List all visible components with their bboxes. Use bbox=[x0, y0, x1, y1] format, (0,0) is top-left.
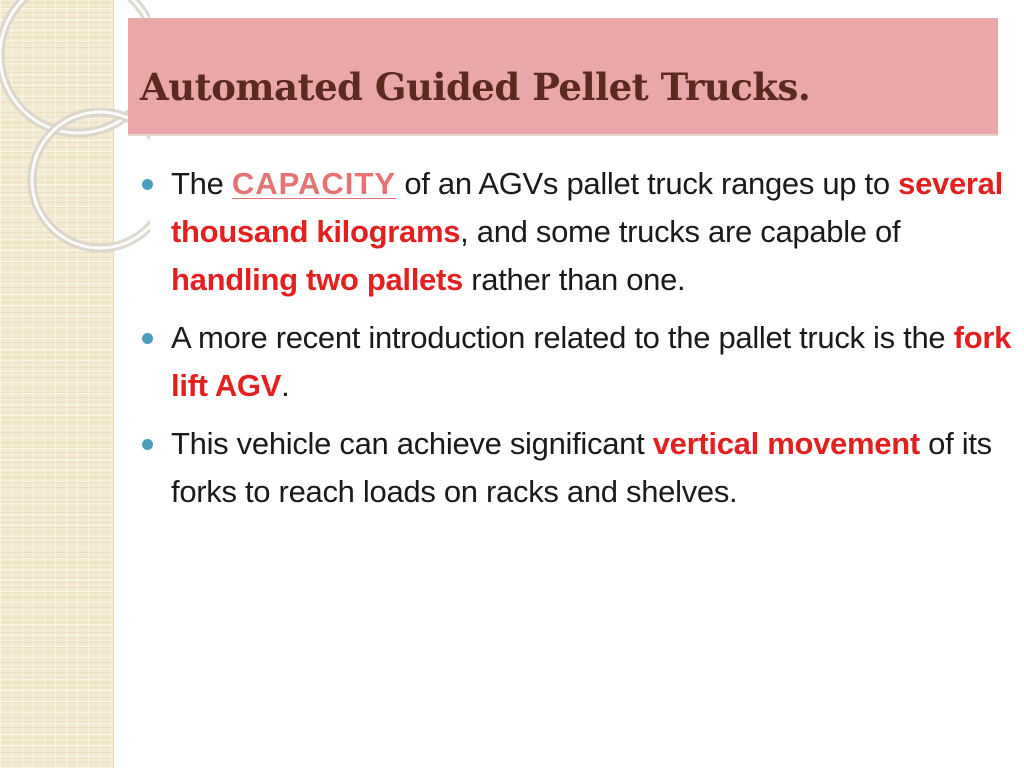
bullet-list bbox=[140, 160, 1020, 526]
slide-title: Automated Guided Pellet Trucks. bbox=[140, 65, 811, 109]
bullet-text: This vehicle can achieve significant bbox=[171, 426, 653, 461]
bullet-dot-icon bbox=[142, 439, 153, 450]
side-decoration-strip bbox=[0, 0, 114, 768]
bullet-text: A more recent introduction related to the pallet truck is the bbox=[171, 320, 954, 355]
bullet-item bbox=[140, 420, 1020, 516]
bullet-item bbox=[140, 314, 1020, 410]
highlighted-text: handling two pallets bbox=[171, 262, 463, 297]
bullet-text: , and some trucks are capable of bbox=[460, 214, 901, 249]
bullet-text: rather than one. bbox=[462, 262, 686, 297]
capacity-link[interactable]: CAPACITY bbox=[231, 166, 396, 201]
bullet-dot-icon bbox=[142, 333, 153, 344]
title-banner bbox=[128, 18, 998, 136]
bullet-dot-icon bbox=[142, 179, 153, 190]
highlighted-text: fork lift AGV bbox=[171, 320, 1012, 403]
highlighted-text: several thousand kilograms bbox=[171, 166, 1003, 249]
bullet-item bbox=[140, 160, 1020, 304]
bullet-text: . bbox=[281, 368, 290, 403]
highlighted-text: vertical movement bbox=[652, 426, 920, 461]
bullet-text: of an AGVs pallet truck ranges up to bbox=[396, 166, 899, 201]
bullet-text: The bbox=[171, 166, 232, 201]
bullet-text: of its forks to reach loads on racks and shelves. bbox=[171, 426, 992, 509]
